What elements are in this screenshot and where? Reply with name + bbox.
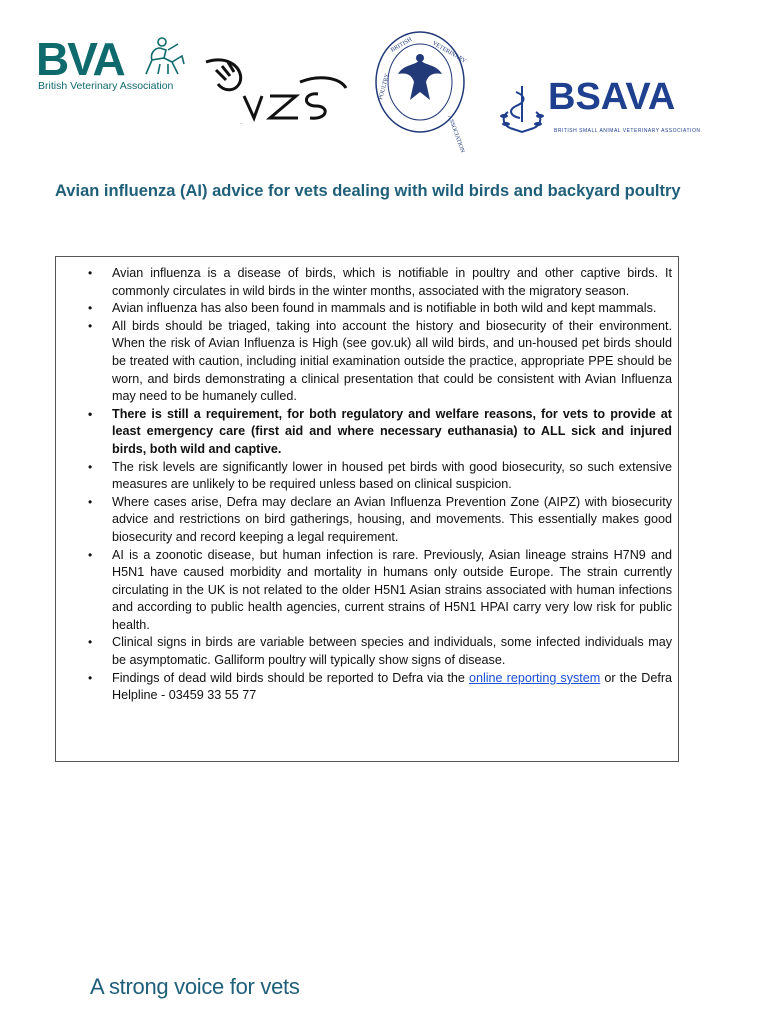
eagle-seal-icon xyxy=(374,30,467,154)
bullet-icon: • xyxy=(88,670,93,685)
svg-text:VETERINARY: VETERINARY xyxy=(431,40,467,65)
bvzs-text: BVZS xyxy=(240,124,243,125)
list-item-text: AI is a zoonotic disease, but human infection is rare. Previously, Asian lineage strains H7N9 and H5N1 have caused morbidity and mortality in humans only outside Europe. The strain currently circulating in the UK is not related to the older H5N1 Asian strains associated with human infections and according to public health agencies, current strains of H5N1 HPAI carry very low risk for public health. xyxy=(112,547,672,632)
list-item xyxy=(82,265,672,300)
bullet-icon: • xyxy=(88,494,93,509)
bullet-icon: • xyxy=(88,301,93,316)
bullet-icon: • xyxy=(88,459,93,474)
list-item xyxy=(82,459,672,494)
svg-text:ASSOCIATION: ASSOCIATION xyxy=(446,114,466,154)
bsava-name: BSAVA xyxy=(548,76,676,118)
last-item-text-before: Findings of dead wild birds should be reported to Defra via the xyxy=(112,670,469,685)
svg-text:POULTRY: POULTRY xyxy=(378,73,391,101)
bullet-icon: • xyxy=(88,635,93,650)
list-item xyxy=(82,494,672,547)
bva-logo xyxy=(36,33,196,98)
list-item xyxy=(82,318,672,406)
list-item xyxy=(82,406,672,459)
list-item-text: There is still a requirement, for both regulatory and welfare reasons, for vets to provide at least emergency care (first aid and where necessary euthanasia) to ALL sick and injured birds, both wild and captive. xyxy=(112,406,672,456)
advice-box xyxy=(55,256,679,762)
list-item-text: Avian influenza is a disease of birds, which is notifiable in poultry and other captive birds. It commonly circulates in wild birds in the winter months, associated with the migratory season. xyxy=(112,266,672,298)
page-title: Avian influenza (AI) advice for vets dealing with wild birds and backyard poultry xyxy=(55,182,681,200)
list-item xyxy=(82,300,672,318)
logo-bar xyxy=(0,0,770,154)
list-item xyxy=(82,547,672,635)
laurel-icon xyxy=(498,82,546,134)
list-item xyxy=(82,634,672,669)
bva-subtitle: British Veterinary Association xyxy=(38,80,174,92)
bvzs-logo xyxy=(200,52,350,130)
horseman-icon xyxy=(138,36,188,80)
bsava-logo xyxy=(498,76,701,138)
bullet-icon: • xyxy=(88,547,93,562)
list-item-text: Clinical signs in birds are variable between species and individuals, some infected individuals may be asymptomatic. Galliform poultry will typically show signs of disease. xyxy=(112,635,672,668)
bva-logo-letters: BVA xyxy=(36,33,124,85)
zebra-icon xyxy=(200,52,350,130)
svg-text:BRITISH: BRITISH xyxy=(390,36,414,54)
bullet-icon: • xyxy=(88,266,93,280)
list-item-text: Avian influenza has also been found in mammals and is notifiable in both wild and kept mammals. xyxy=(112,301,657,316)
bvpa-seal xyxy=(374,30,467,154)
last-list-item xyxy=(82,670,672,705)
list-item-text: All birds should be triaged, taking into account the history and biosecurity of their environment. When the risk of Avian Influenza is High (see gov.uk) all wild birds, and un-housed pet birds should be treated with caution, including initial examination outside the practice, appropriate PPE should be worn, and birds demonstrating a clinical presentation that could be consistent with Avian Influenza may need to be humanely culled. xyxy=(112,318,672,404)
online-reporting-link[interactable]: online reporting system xyxy=(468,670,601,685)
footer-slogan: A strong voice for vets xyxy=(90,974,300,999)
bullet-icon: • xyxy=(88,406,93,421)
bullet-list xyxy=(82,265,672,705)
list-item-text: Where cases arise, Defra may declare an Avian Influenza Prevention Zone (AIPZ) with biosecurity advice and restrictions on bird gatherings, housing, and movements. This essentially makes good biosecurity and record keeping a legal requirement. xyxy=(112,494,672,544)
bullet-icon: • xyxy=(88,318,93,333)
bsava-tagline: BRITISH SMALL ANIMAL VETERINARY ASSOCIATION xyxy=(554,128,701,134)
last-item-text-after: or the Defra Helpline - 03459 33 55 77 xyxy=(112,670,673,703)
list-item-text: The risk levels are significantly lower in housed pet birds with good biosecurity, so such extensive measures are unlikely to be required unless based on clinical suspicion. xyxy=(112,459,672,492)
